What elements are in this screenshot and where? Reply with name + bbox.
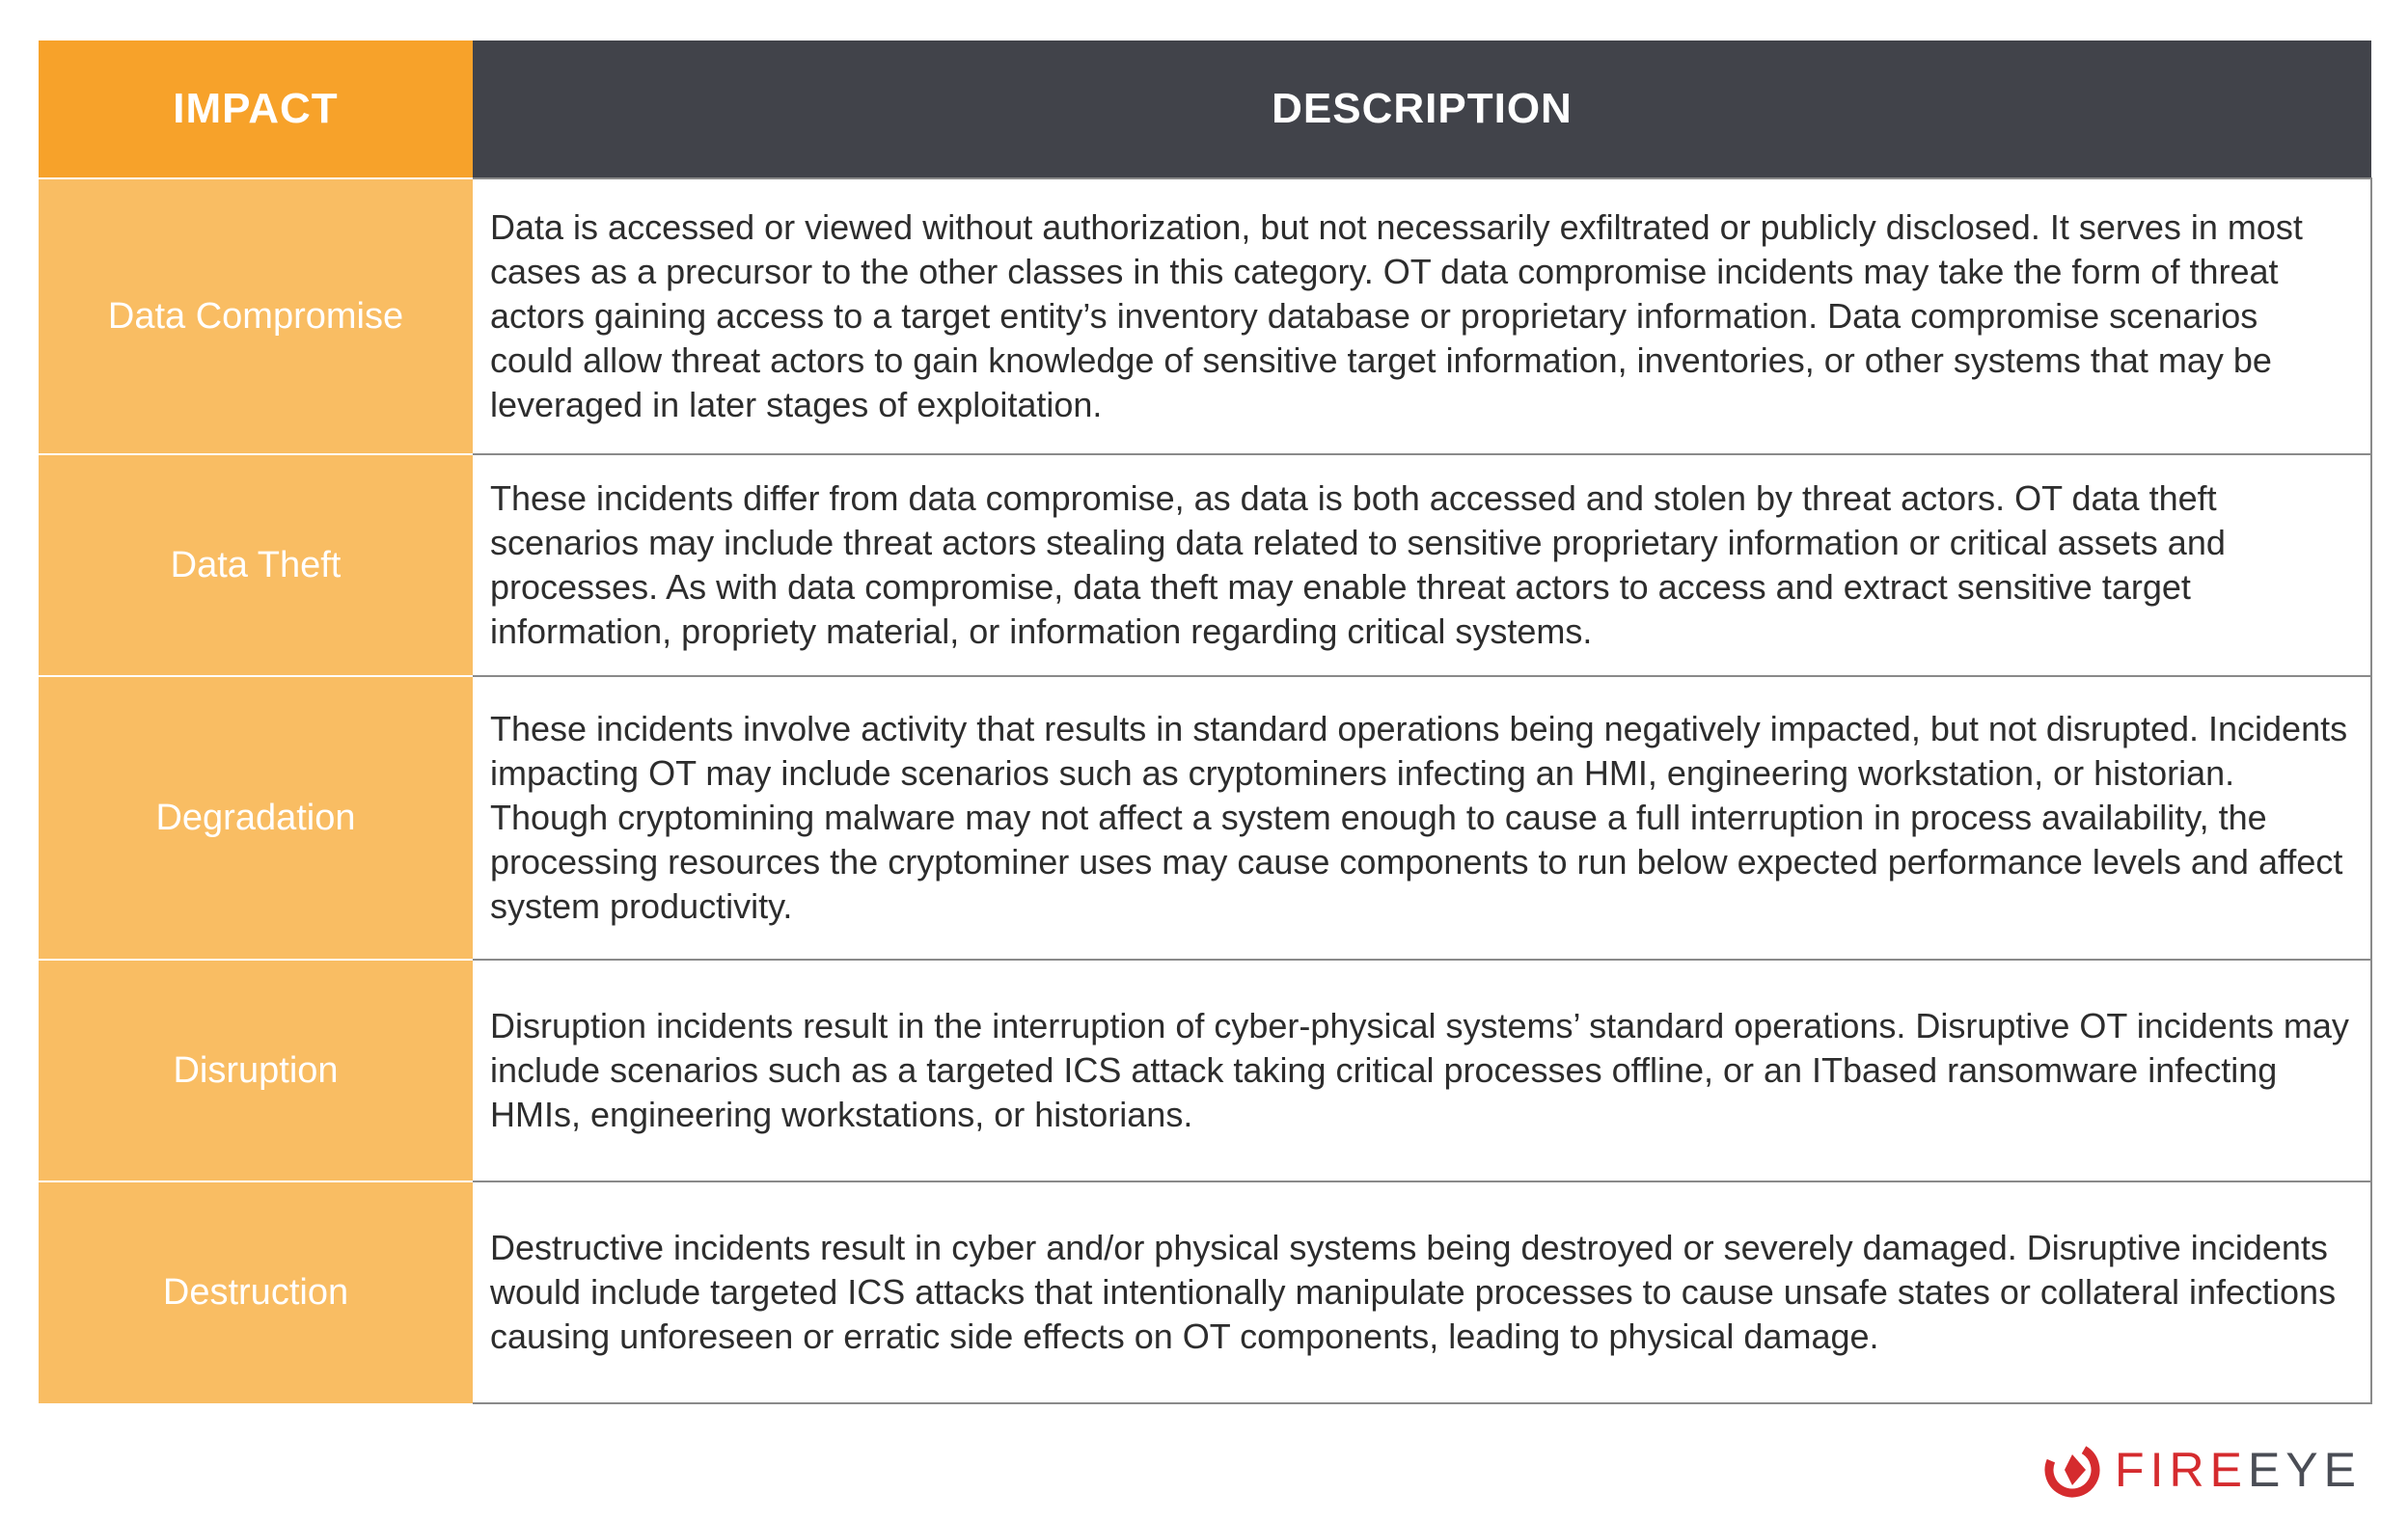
logo-wordmark-suffix: EYE xyxy=(2247,1443,2362,1497)
fireeye-logo xyxy=(2043,1441,2362,1499)
impact-cell: Degradation xyxy=(39,676,473,960)
table-header-row xyxy=(39,41,2371,178)
impact-cell: Disruption xyxy=(39,960,473,1181)
table-row xyxy=(39,960,2371,1181)
impact-header: IMPACT xyxy=(39,41,473,178)
impact-cell: Data Theft xyxy=(39,454,473,676)
description-cell: Destructive incidents result in cyber and/or physical systems being destroyed or severely damaged. Disruptive incidents would include targeted ICS attacks that intentionally manipulate processes to cause unsafe states or collateral infections causing unforeseen or erratic side effects on OT components, leading to physical damage. xyxy=(473,1181,2371,1403)
fireeye-logo-icon xyxy=(2043,1441,2101,1499)
description-header: DESCRIPTION xyxy=(473,41,2371,178)
impact-cell: Destruction xyxy=(39,1181,473,1403)
table-row xyxy=(39,454,2371,676)
logo-wordmark xyxy=(2115,1441,2362,1499)
table-row xyxy=(39,676,2371,960)
table-row xyxy=(39,178,2371,454)
description-cell: Disruption incidents result in the interruption of cyber-physical systems’ standard operations. Disruptive OT incidents may include scenarios such as a targeted ICS attack taking critical processes offline, or an ITbased ransomware infecting HMIs, engineering workstations, or historians. xyxy=(473,960,2371,1181)
description-cell: Data is accessed or viewed without authorization, but not necessarily exfiltrated or publicly disclosed. It serves in most cases as a precursor to the other classes in this category. OT data compromise incidents may take the form of threat actors gaining access to a target entity’s inventory database or proprietary information. Data compromise scenarios could allow threat actors to gain knowledge of sensitive target information, inventories, or other systems that may be leveraged in later stages of exploitation. xyxy=(473,178,2371,454)
description-cell: These incidents differ from data compromise, as data is both accessed and stolen by threat actors. OT data theft scenarios may include threat actors stealing data related to sensitive proprietary information or critical assets and processes. As with data compromise, data theft may enable threat actors to access and extract sensitive target information, propriety material, or information regarding critical systems. xyxy=(473,454,2371,676)
table-row xyxy=(39,1181,2371,1403)
impact-table xyxy=(39,41,2372,1404)
logo-wordmark-prefix: FIRE xyxy=(2115,1443,2248,1497)
impact-cell: Data Compromise xyxy=(39,178,473,454)
description-cell: These incidents involve activity that results in standard operations being negatively impacted, but not disrupted. Incidents impacting OT may include scenarios such as cryptominers infecting an HMI, engineering workstation, or historian. Though cryptomining malware may not affect a system enough to cause a full interruption in process availability, the processing resources the cryptominer uses may cause components to run below expected performance levels and affect system productivity. xyxy=(473,676,2371,960)
